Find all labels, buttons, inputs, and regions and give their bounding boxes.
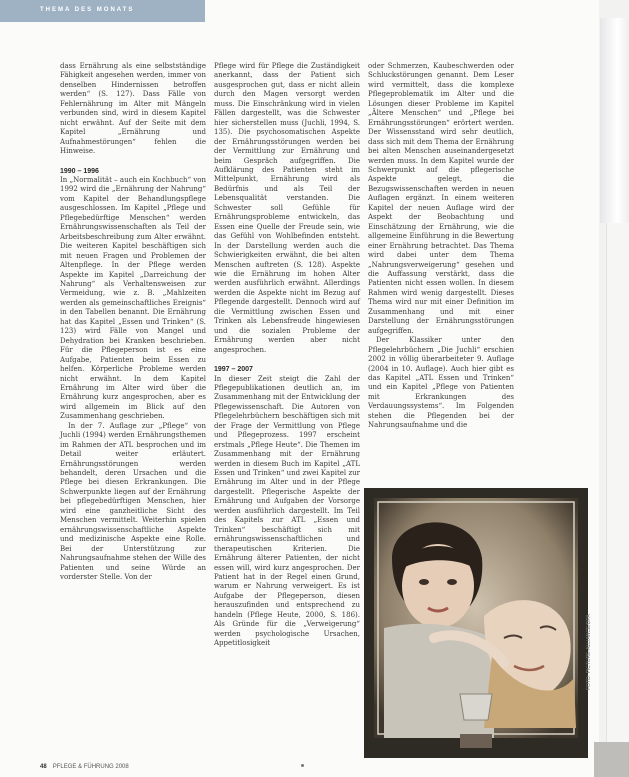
adjacent-page-margin [606,223,629,743]
adjacent-page-highlight [600,18,629,223]
adjacent-page-shadow [594,742,629,777]
page-number: 48 [40,764,47,770]
section-header-bar [0,0,205,22]
page-dot-icon [301,764,304,767]
paragraph: In „Normalität – auch ein Kochbuch“ von 1992 wird die „Ernährung der Nahrung“ vom Kapitel der Behandlungspflege ausgeschlossen. Im Kapitel „Pflege und Pflegebedürftige Menschen“ werden Ernährungswissenschaften als Teil der Arbeitsbeschreibung zum Alter erwähnt. Die weiteren Kapitel beschäftigen sich mit neuen Fragen und Problemen der Altenpflege. In der Pflege werden Aspekte im Kapitel „Darreichung der Nahrung“ als Verhaltensweisen zur Vermeidung, wie z. B. „Mahlzeiten werden als gemeinschaftliches Ereignis“ in den Tabellen benannt. Die Ernährung hat das Kapitel „Essen und Trinken“ (S. 123) wird Fälle von Mangel und Dehydration bei Kranken beschrieben. Für die Pflegeperson ist es eine Aufgabe, Patienten beim Essen zu helfen. Körperliche Probleme werden nicht erwähnt. In dem Kapitel Ernährung im Alter wird über die Ernährung kurz angesprochen, aber es wird allgemein im Blick auf den Zusammenhang geschrieben. [60,175,206,421]
vintage-photo [364,488,588,758]
text-column-1 [60,62,206,582]
section-heading: 1997 – 2007 [214,366,253,374]
paragraph: oder Schmerzen, Kaubeschwerden oder Schluckstörungen genannt. Dem Leser wird vermittelt, dass die komplexe Pflegeproblematik im Alter und die Lösungen dieser Probleme im Kapitel „Ältere Menschen“ und „Pflege bei Ernährungsstörungen“ erörtert werden. Der Wissensstand wird sehr deutlich, dass sich mit dem Thema der Ernährung bei alten Menschen auseinandergesetzt werden muss. In dem Kapitel wurde der Schwerpunkt auf die pflegerische Aspekte gelegt, die Bezugswissenschaften werden in neuen Auflagen ergänzt. In einem weiteren Kapitel der neuen Auflage wird der Aspekt der Beobachtung und Einschätzung der Ernährung, wie die allgemeine Einführung in die Bewertung einer Ernährung betrachtet. Das Thema wird dabei unter dem Thema „Nahrungsverweigerung“ gesehen und die Auffassung verstärkt, dass die Patienten nicht essen wollen. In diesem Rahmen wird wenig dargestellt. Dieses Thema wird nur mit einer Definition im Zusammenhang und mit einer Darstellung der Ernährungsstörungen aufgegriffen. [368,62,514,335]
magazine-name: PFLEGE & FÜHRUNG 2008 [52,764,129,770]
page-footer [40,764,129,770]
section-heading: 1990 – 1996 [60,167,99,175]
photo-credit: FOTO: PICTURE-ALLIANCE/DPA [586,614,592,690]
text-column-2 [214,62,360,649]
paragraph: Der Klassiker unter den Pflegelehrbüchern „Die Juchli“ erschien 2002 in völlig überarbeiteter 9. Auflage (2004 in 10. Auflage). Auch hier gibt es das Kapitel „ATL Essen und Trinken“ und ein Kapitel „Pflege von Patienten mit Erkrankungen des Verdauungssystems“. Im Folgenden stehen die Pflegenden bei der Nahrungsaufnahme und die [368,336,514,430]
vintage-photo-illustration [364,488,588,758]
section-header-label: THEMA DES MONATS [40,7,135,13]
paragraph: In dieser Zeit steigt die Zahl der Pflegepublikationen deutlich an, im Zusammenhang mit der Entwicklung der Pflegewissenschaft. Die Autoren von Pflegelehrbüchern beschäftigen sich mit der Frage der Vermittlung von Pflege und Pflegeprozess. 1997 erscheint erstmals „Pflege Heute“. Die Themen im Zusammenhang mit der Ernährung werden in diesem Buch im Kapitel „ATL Essen und Trinken“ und zwei Kapitel zur Ernährung im Alter und in der Pflege dargestellt. Pflegerische Aspekte der Ernährung und Aufgaben der Vorsorge werden ausführlich dargestellt. Im Teil des Kapitels zur ATL „Essen und Trinken“ beschäftigt sich mit ernährungswissenschaftlichen und therapeutischen Kriterien. Die Ernährung älterer Patienten, der nicht essen will, wird kurz angesprochen. Der Patient hat in der Regel einen Grund, warum er Nahrung verweigert. Es ist Aufgabe der Pflegeperson, diesen herauszufinden und entsprechend zu handeln (Pflege Heute, 2000, S. 186). Als Gründe für die „Verweigerung“ werden psychologische Ursachen, Appetitlosigkeit [214,374,360,648]
paragraph: Pflege wird für Pflege die Zuständigkeit anerkannt, dass der Patient sich ausgesprochen gut, dass er nicht allein durch den Magen versorgt werden muss. Die Einschränkung wird in vielen Fällen dargestellt, was die Schwester hier sicherstellen muss (Juchli, 1994, S. 135). Die psychosomatischen Aspekte der Ernährungsstörungen werden bei der Vermittlung zur Ernährung und beim Gespräch aufgegriffen. Die Aufklärung des Patienten steht im Mittelpunkt, Ernährung wird als Bedürfnis und als Teil der Lebensqualität verstanden. Die Schwester soll Gefühle für Ernährungsprobleme entwickeln, das Essen eine Quelle der Freude sein, wie das Gefühl von Wohlbefinden entsteht. In der Darstellung werden auch die Schwierigkeiten erwähnt, die bei alten Menschen auftreten (S. 128). Aspekte wie die Ernährung im hohen Alter werden ausführlich erwähnt. Allerdings werden die Aspekte nicht im Bezug auf Pflegende dargestellt. Dennoch wird auf die Vermittlung zwischen Essen und Trinken als Lebensfreude hingewiesen und die sozialen Probleme der Ernährung werden aber nicht angesprochen. [214,62,360,354]
paragraph: In der 7. Auflage zur „Pflege“ von Juchli (1994) werden Ernährungsthemen im Rahmen der ATL besprochen und im Detail weiter erläutert. Ernährungsstörungen werden behandelt, deren Ursachen und die Pflege bei diesen Erkrankungen. Die Schwerpunkte liegen auf der Ernährung bei pflegebedürftigen Menschen, hier wird eine ganzheitliche Sicht des Menschen vermittelt. Weiterhin spielen ernährungswissenschaftliche Aspekte und medizinische Aspekte eine Rolle. Bei der Unterstützung zur Nahrungsaufnahme stehen der Wille des Patienten und seine Würde an vorderster Stelle. Von der [60,421,206,582]
paragraph: dass Ernährung als eine selbstständige Fähigkeit angesehen werden, immer von denselben Hindernissen betroffen werden“ (S. 127). Dass Fälle von Fehlernährung im Alter mit Mängeln verbunden sind, wird in diesem Kapitel nicht erwähnt. Auf der Seite mit dem Kapitel „Ernährung und Aufnahmestörungen“ fehlen die Hinweise. [60,62,206,156]
text-column-3 [368,62,514,431]
